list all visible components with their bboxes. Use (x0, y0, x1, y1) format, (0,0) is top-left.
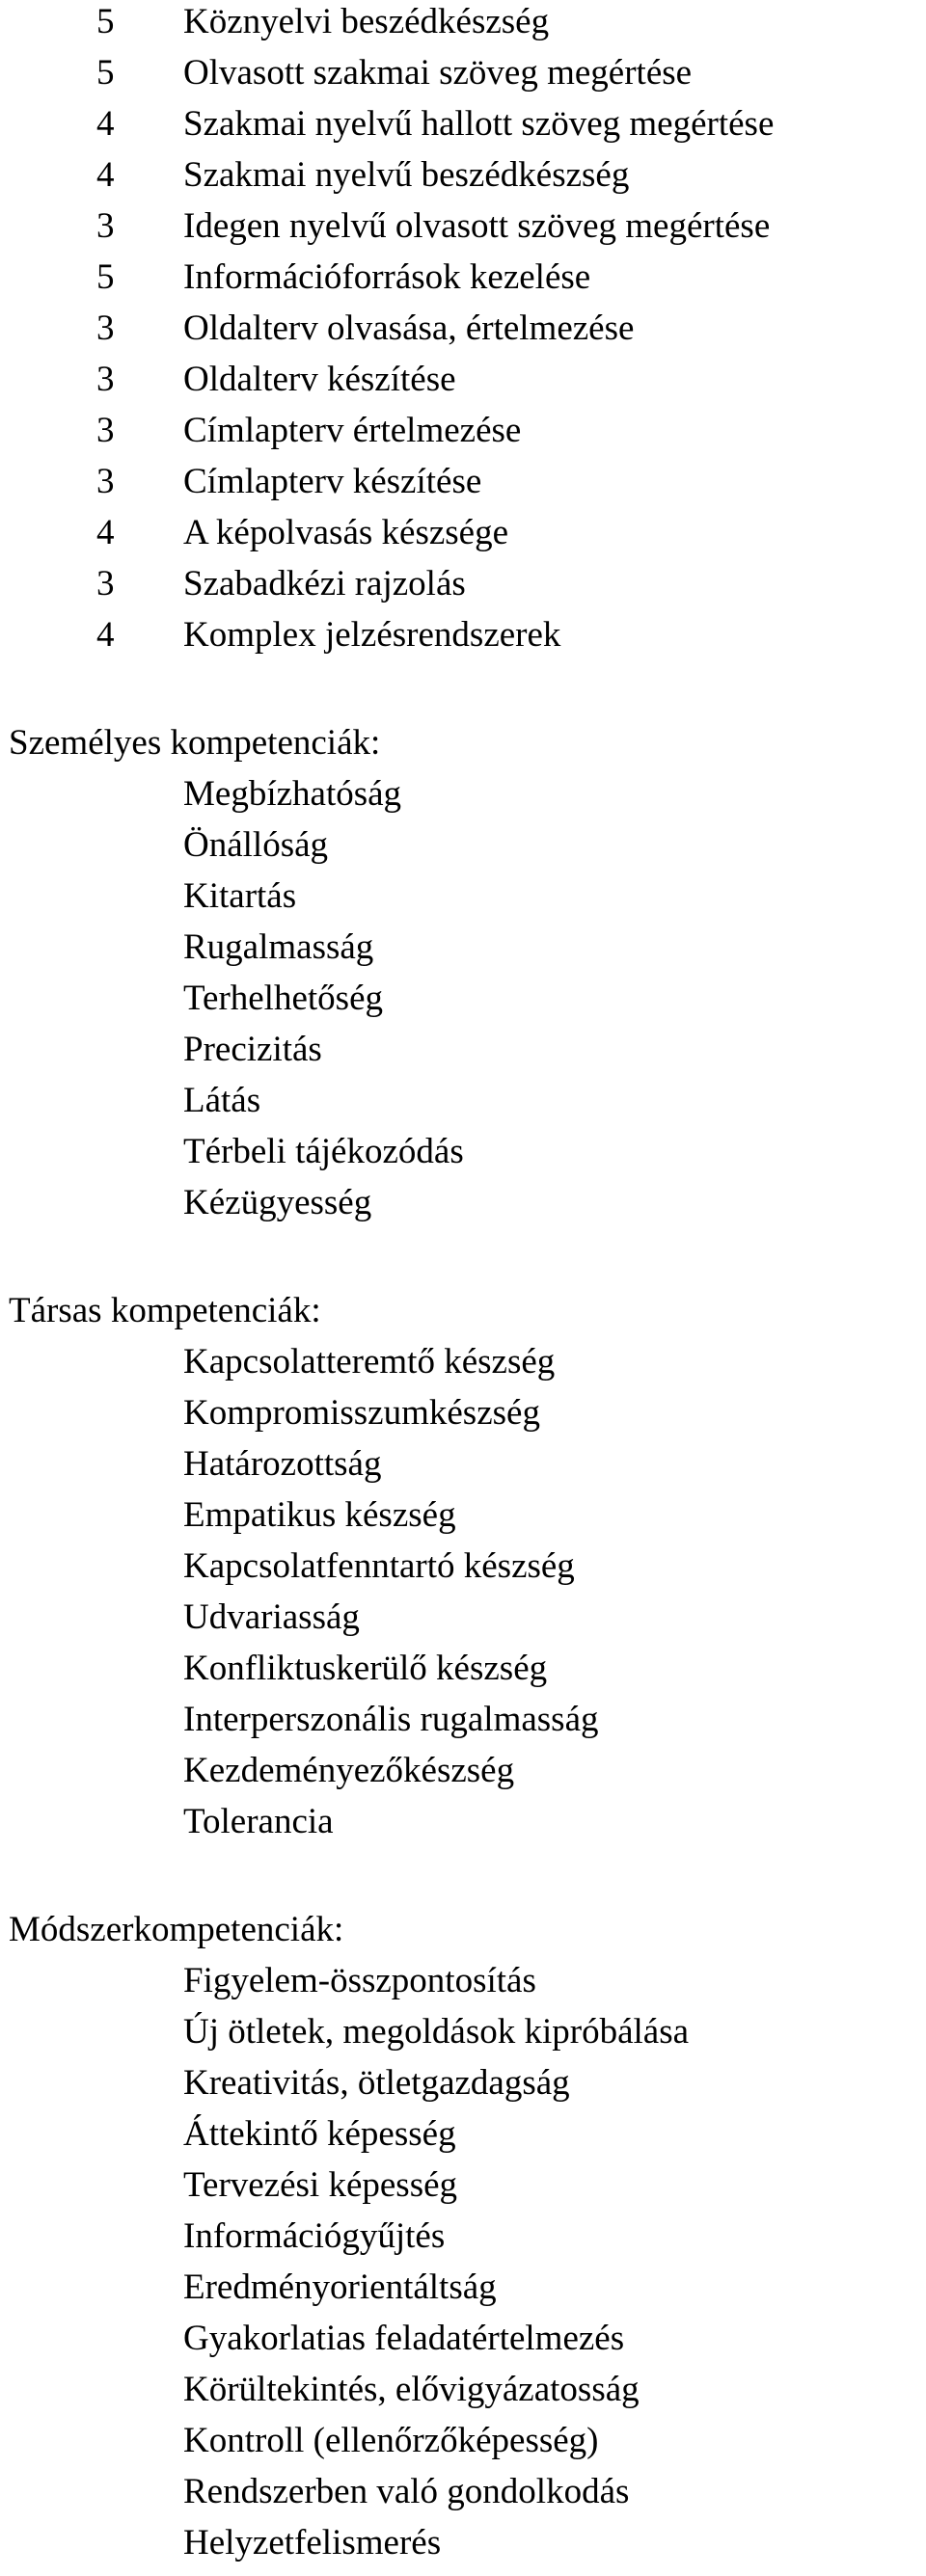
competency-item: Tolerancia (183, 1802, 334, 1841)
competency-item: Önállóság (183, 825, 329, 865)
skill-level: 4 (96, 615, 115, 655)
competency-item: Kreativitás, ötletgazdagság (183, 2063, 570, 2103)
skill-name: A képolvasás készsége (183, 513, 509, 552)
skill-name: Oldalterv készítése (183, 360, 456, 399)
competency-item: Új ötletek, megoldások kipróbálása (183, 2012, 690, 2052)
competency-item: Körültekintés, elővigyázatosság (183, 2370, 640, 2409)
competency-item: Kapcsolatteremtő készség (183, 1342, 556, 1382)
competency-item: Kezdeményezőkészség (183, 1751, 515, 1790)
competency-item: Rugalmasság (183, 927, 374, 967)
skill-name: Címlapterv készítése (183, 462, 482, 501)
section-heading: Társas kompetenciák: (9, 1291, 321, 1330)
competency-item: Kontroll (ellenőrzőképesség) (183, 2421, 599, 2460)
skill-name: Idegen nyelvű olvasott szöveg megértése (183, 206, 771, 246)
skill-level: 3 (96, 411, 115, 450)
competency-item: Kompromisszumkészség (183, 1393, 540, 1433)
competency-item: Megbízhatóság (183, 774, 402, 814)
competency-item: Eredményorientáltság (183, 2267, 497, 2307)
section-heading: Személyes kompetenciák: (9, 723, 381, 763)
competency-item: Kézügyesség (183, 1183, 372, 1222)
competency-item: Rendszerben való gondolkodás (183, 2472, 630, 2511)
competency-item: Kapcsolatfenntartó készség (183, 1546, 575, 1586)
competency-item: Figyelem-összpontosítás (183, 1961, 536, 2000)
competency-item: Konfliktuskerülő készség (183, 1649, 548, 1688)
skill-level: 3 (96, 462, 115, 501)
skill-level: 3 (96, 360, 115, 399)
skill-name: Szakmai nyelvű hallott szöveg megértése (183, 104, 775, 144)
competency-item: Térbeli tájékozódás (183, 1132, 464, 1171)
skill-level: 3 (96, 309, 115, 348)
skill-level: 3 (96, 206, 115, 246)
competency-item: Precizitás (183, 1030, 322, 1069)
competency-item: Határozottság (183, 1444, 382, 1484)
skill-level: 5 (96, 53, 115, 93)
skill-level: 4 (96, 104, 115, 144)
skill-level: 3 (96, 564, 115, 604)
competency-item: Áttekintő képesség (183, 2114, 456, 2154)
section-heading: Módszerkompetenciák: (9, 1910, 344, 1949)
skill-level: 5 (96, 257, 115, 297)
competency-item: Interperszonális rugalmasság (183, 1700, 599, 1739)
skill-level: 4 (96, 155, 115, 195)
competency-item: Tervezési képesség (183, 2165, 458, 2205)
competency-item: Információgyűjtés (183, 2216, 446, 2256)
competency-item: Empatikus készség (183, 1495, 456, 1535)
skill-name: Olvasott szakmai szöveg megértése (183, 53, 693, 93)
skill-level: 4 (96, 513, 115, 552)
skill-name: Címlapterv értelmezése (183, 411, 522, 450)
competency-item: Gyakorlatias feladatértelmezés (183, 2319, 625, 2358)
skill-name: Oldalterv olvasása, értelmezése (183, 309, 635, 348)
skill-name: Szabadkézi rajzolás (183, 564, 466, 604)
skill-name: Komplex jelzésrendszerek (183, 615, 561, 655)
competency-item: Kitartás (183, 876, 297, 916)
skill-level: 5 (96, 2, 115, 41)
competency-item: Látás (183, 1081, 261, 1120)
competency-item: Helyzetfelismerés (183, 2523, 442, 2563)
skill-name: Szakmai nyelvű beszédkészség (183, 155, 630, 195)
competency-item: Terhelhetőség (183, 979, 383, 1018)
skill-name: Köznyelvi beszédkészség (183, 2, 550, 41)
skill-name: Információforrások kezelése (183, 257, 591, 297)
competency-item: Udvariasság (183, 1597, 360, 1637)
